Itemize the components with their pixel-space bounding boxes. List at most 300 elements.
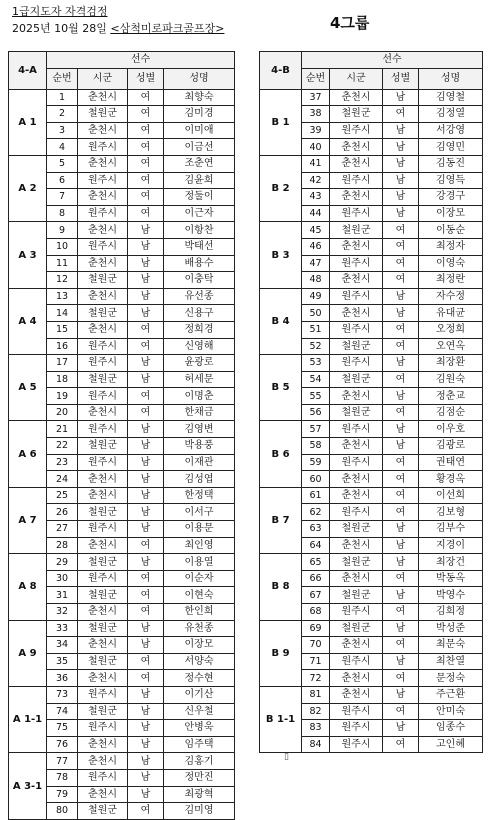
- player-gender: 남: [383, 122, 419, 139]
- player-city: 철원군: [78, 620, 128, 637]
- player-name: 김보형: [419, 504, 483, 521]
- player-name: 서양숙: [164, 653, 235, 670]
- player-number: 84: [302, 736, 330, 753]
- player-name: 정만진: [164, 769, 235, 786]
- player-number: 9: [47, 222, 78, 239]
- header-row-top: [9, 52, 235, 69]
- player-gender: 여: [128, 537, 164, 554]
- player-city: 원주시: [78, 388, 128, 405]
- player-number: 16: [47, 338, 78, 355]
- player-gender: 남: [128, 471, 164, 488]
- player-gender: 남: [128, 736, 164, 753]
- player-number: 38: [302, 106, 330, 123]
- player-city: 춘천시: [78, 255, 128, 272]
- player-gender: 여: [383, 703, 419, 720]
- player-number: 71: [302, 653, 330, 670]
- player-number: 36: [47, 670, 78, 687]
- player-name: 배용수: [164, 255, 235, 272]
- player-name: 김영철: [419, 89, 483, 106]
- player-city: 춘천시: [330, 272, 383, 289]
- player-city: 철원군: [78, 371, 128, 388]
- player-name: 안병욱: [164, 720, 235, 737]
- player-city: 철원군: [330, 404, 383, 421]
- player-city: 철원군: [330, 554, 383, 571]
- player-city: 춘천시: [330, 305, 383, 322]
- section-label: B 3: [260, 222, 302, 288]
- player-number: 11: [47, 255, 78, 272]
- player-name: 이금선: [164, 139, 235, 156]
- player-name: 이현숙: [164, 587, 235, 604]
- player-number: 39: [302, 122, 330, 139]
- player-name: 정둘이: [164, 189, 235, 206]
- section-label: A 7: [9, 487, 47, 553]
- player-gender: 남: [128, 620, 164, 637]
- player-number: 63: [302, 521, 330, 538]
- player-name: 이동순: [419, 222, 483, 239]
- player-name: 최인영: [164, 537, 235, 554]
- player-gender: 남: [383, 288, 419, 305]
- player-city: 원주시: [78, 355, 128, 372]
- player-name: 신용구: [164, 305, 235, 322]
- player-name: 김영변: [164, 421, 235, 438]
- player-city: 철원군: [78, 653, 128, 670]
- section-label: B 1-1: [260, 686, 302, 752]
- player-number: 76: [47, 736, 78, 753]
- column-header-name: 성명: [419, 68, 483, 89]
- player-gender: 남: [383, 521, 419, 538]
- player-name: 주근환: [419, 686, 483, 703]
- player-gender: 여: [128, 106, 164, 123]
- table-row: [9, 222, 235, 239]
- player-name: 이장모: [164, 637, 235, 654]
- player-number: 66: [302, 570, 330, 587]
- player-number: 24: [47, 471, 78, 488]
- player-name: 박용풍: [164, 438, 235, 455]
- player-city: 춘천시: [78, 89, 128, 106]
- table-row: [260, 222, 483, 239]
- player-name: 유선종: [164, 288, 235, 305]
- player-gender: 여: [383, 604, 419, 621]
- table-row: [9, 753, 235, 770]
- document-date-line: [12, 20, 224, 36]
- player-name: 최광혁: [164, 786, 235, 803]
- player-gender: 남: [128, 371, 164, 388]
- player-name: 김미경: [164, 106, 235, 123]
- player-gender: 여: [383, 404, 419, 421]
- player-gender: 남: [128, 720, 164, 737]
- section-label: A 1: [9, 89, 47, 155]
- player-gender: 여: [383, 454, 419, 471]
- player-name: 임주택: [164, 736, 235, 753]
- player-number: 21: [47, 421, 78, 438]
- player-gender: 여: [383, 471, 419, 488]
- section-label: A 1-1: [9, 686, 47, 752]
- player-city: 원주시: [78, 769, 128, 786]
- player-city: 철원군: [78, 106, 128, 123]
- player-city: 춘천시: [78, 786, 128, 803]
- player-name: 권태연: [419, 454, 483, 471]
- player-name: 김영득: [419, 172, 483, 189]
- player-number: 69: [302, 620, 330, 637]
- player-name: 한인희: [164, 604, 235, 621]
- player-number: 77: [47, 753, 78, 770]
- player-gender: 남: [128, 703, 164, 720]
- player-gender: 남: [128, 686, 164, 703]
- player-gender: 여: [128, 338, 164, 355]
- player-gender: 여: [383, 321, 419, 338]
- player-number: 80: [47, 803, 78, 820]
- player-gender: 여: [128, 803, 164, 820]
- player-gender: 남: [383, 189, 419, 206]
- table-row: [9, 89, 235, 106]
- player-gender: 여: [128, 189, 164, 206]
- player-name: 황경옥: [419, 471, 483, 488]
- player-gender: 남: [383, 720, 419, 737]
- players-header: 선수: [302, 52, 483, 69]
- player-number: 58: [302, 438, 330, 455]
- player-gender: 남: [128, 305, 164, 322]
- player-number: 22: [47, 438, 78, 455]
- player-number: 72: [302, 670, 330, 687]
- player-number: 46: [302, 238, 330, 255]
- player-number: 54: [302, 371, 330, 388]
- player-number: 25: [47, 487, 78, 504]
- player-name: 이순자: [164, 570, 235, 587]
- roster-body-4b: [260, 89, 483, 753]
- section-label: A 9: [9, 620, 47, 686]
- player-number: 34: [47, 637, 78, 654]
- player-gender: 여: [383, 272, 419, 289]
- player-city: 춘천시: [78, 637, 128, 654]
- player-number: 73: [47, 686, 78, 703]
- player-name: 이항찬: [164, 222, 235, 239]
- player-number: 35: [47, 653, 78, 670]
- player-gender: 남: [128, 753, 164, 770]
- section-label: B 1: [260, 89, 302, 155]
- player-number: 47: [302, 255, 330, 272]
- player-city: 원주시: [78, 139, 128, 156]
- player-number: 81: [302, 686, 330, 703]
- player-number: 67: [302, 587, 330, 604]
- table-row: [260, 89, 483, 106]
- player-gender: 남: [128, 222, 164, 239]
- player-name: 정춘교: [419, 388, 483, 405]
- player-number: 62: [302, 504, 330, 521]
- player-number: 14: [47, 305, 78, 322]
- player-city: 춘천시: [78, 288, 128, 305]
- player-city: 춘천시: [330, 155, 383, 172]
- player-gender: 남: [383, 686, 419, 703]
- table-row: [260, 355, 483, 372]
- roster-body-4a: [9, 89, 235, 819]
- player-city: 춘천시: [78, 487, 128, 504]
- player-name: 정수현: [164, 670, 235, 687]
- player-number: 51: [302, 321, 330, 338]
- player-name: 오연옥: [419, 338, 483, 355]
- player-city: 철원군: [78, 272, 128, 289]
- player-number: 64: [302, 537, 330, 554]
- player-city: 춘천시: [78, 736, 128, 753]
- player-name: 김영민: [419, 139, 483, 156]
- player-name: 박성준: [419, 620, 483, 637]
- player-gender: 여: [383, 371, 419, 388]
- player-city: 철원군: [330, 338, 383, 355]
- player-city: 원주시: [78, 205, 128, 222]
- player-gender: 여: [128, 570, 164, 587]
- player-city: 춘천시: [330, 487, 383, 504]
- player-name: 최장건: [419, 554, 483, 571]
- player-name: 이미애: [164, 122, 235, 139]
- player-number: 42: [302, 172, 330, 189]
- player-gender: 남: [383, 172, 419, 189]
- player-gender: 남: [128, 438, 164, 455]
- player-number: 49: [302, 288, 330, 305]
- player-city: 철원군: [78, 703, 128, 720]
- player-city: 춘천시: [78, 537, 128, 554]
- table-row: [260, 487, 483, 504]
- player-gender: 남: [383, 305, 419, 322]
- table-row: [9, 686, 235, 703]
- player-number: 44: [302, 205, 330, 222]
- player-number: 61: [302, 487, 330, 504]
- player-gender: 남: [383, 388, 419, 405]
- player-name: 오정희: [419, 321, 483, 338]
- player-gender: 남: [383, 421, 419, 438]
- player-gender: 여: [128, 321, 164, 338]
- player-number: 3: [47, 122, 78, 139]
- player-number: 10: [47, 238, 78, 255]
- player-gender: 여: [383, 238, 419, 255]
- player-number: 17: [47, 355, 78, 372]
- player-gender: 남: [128, 288, 164, 305]
- player-city: 철원군: [330, 106, 383, 123]
- player-name: 이기산: [164, 686, 235, 703]
- player-city: 춘천시: [78, 189, 128, 206]
- player-gender: 남: [128, 255, 164, 272]
- player-city: 원주시: [78, 338, 128, 355]
- section-label: B 8: [260, 554, 302, 620]
- player-name: 김부수: [419, 521, 483, 538]
- player-name: 유천종: [164, 620, 235, 637]
- player-number: 18: [47, 371, 78, 388]
- player-name: 조춘연: [164, 155, 235, 172]
- player-city: 춘천시: [330, 388, 383, 405]
- player-name: 고인혜: [419, 736, 483, 753]
- player-city: 철원군: [78, 554, 128, 571]
- section-label: B 4: [260, 288, 302, 354]
- players-header: 선수: [47, 52, 235, 69]
- section-label: B 5: [260, 355, 302, 421]
- player-city: 춘천시: [330, 537, 383, 554]
- header-row-top: [260, 52, 483, 69]
- player-gender: 여: [383, 106, 419, 123]
- player-gender: 여: [128, 205, 164, 222]
- player-gender: 여: [383, 670, 419, 687]
- player-number: 57: [302, 421, 330, 438]
- player-city: 원주시: [330, 736, 383, 753]
- document-title: 1급지도자 자격검정: [12, 5, 108, 18]
- column-header-city: 시군: [78, 68, 128, 89]
- player-name: 이용열: [164, 554, 235, 571]
- section-label: A 4: [9, 288, 47, 354]
- player-number: 56: [302, 404, 330, 421]
- player-city: 춘천시: [330, 570, 383, 587]
- player-gender: 남: [383, 139, 419, 156]
- player-number: 79: [47, 786, 78, 803]
- player-city: 춘천시: [78, 155, 128, 172]
- player-gender: 남: [128, 786, 164, 803]
- player-gender: 남: [128, 272, 164, 289]
- player-city: 춘천시: [78, 122, 128, 139]
- player-name: 김점순: [419, 404, 483, 421]
- player-name: 김홍기: [164, 753, 235, 770]
- group-corner-label: 4-B: [260, 52, 302, 90]
- player-city: 철원군: [330, 371, 383, 388]
- player-gender: 여: [383, 338, 419, 355]
- player-name: 이근자: [164, 205, 235, 222]
- player-city: 춘천시: [78, 404, 128, 421]
- player-number: 50: [302, 305, 330, 322]
- player-name: 문정숙: [419, 670, 483, 687]
- player-number: 4: [47, 139, 78, 156]
- player-name: 박영수: [419, 587, 483, 604]
- player-gender: 여: [383, 637, 419, 654]
- player-number: 2: [47, 106, 78, 123]
- player-name: 한채금: [164, 404, 235, 421]
- player-city: 철원군: [78, 803, 128, 820]
- table-row: [9, 355, 235, 372]
- player-gender: 남: [383, 620, 419, 637]
- player-number: 31: [47, 587, 78, 604]
- player-gender: 남: [383, 355, 419, 372]
- player-number: 29: [47, 554, 78, 571]
- player-city: 춘천시: [330, 189, 383, 206]
- player-city: 철원군: [78, 587, 128, 604]
- player-gender: 여: [383, 504, 419, 521]
- player-city: 원주시: [330, 653, 383, 670]
- player-name: 허세문: [164, 371, 235, 388]
- player-city: 철원군: [330, 587, 383, 604]
- player-gender: 남: [383, 89, 419, 106]
- player-gender: 여: [128, 404, 164, 421]
- player-city: 원주시: [330, 355, 383, 372]
- player-number: 28: [47, 537, 78, 554]
- section-label: A 3: [9, 222, 47, 288]
- table-row: [9, 288, 235, 305]
- player-number: 37: [302, 89, 330, 106]
- table-row: [9, 487, 235, 504]
- player-name: 김광로: [419, 438, 483, 455]
- player-name: 김원숙: [419, 371, 483, 388]
- player-name: 이우호: [419, 421, 483, 438]
- column-header-num: 순번: [302, 68, 330, 89]
- cursor-mark: ▯: [284, 752, 289, 762]
- player-name: 김성엽: [164, 471, 235, 488]
- player-city: 원주시: [330, 604, 383, 621]
- player-name: 이영숙: [419, 255, 483, 272]
- player-city: 원주시: [78, 172, 128, 189]
- player-city: 철원군: [330, 521, 383, 538]
- player-number: 32: [47, 604, 78, 621]
- player-gender: 남: [128, 769, 164, 786]
- player-gender: 여: [128, 172, 164, 189]
- table-row: [260, 686, 483, 703]
- player-name: 이서구: [164, 504, 235, 521]
- player-city: 철원군: [78, 438, 128, 455]
- player-number: 5: [47, 155, 78, 172]
- player-city: 원주시: [78, 686, 128, 703]
- player-number: 65: [302, 554, 330, 571]
- player-gender: 남: [128, 521, 164, 538]
- player-name: 서강영: [419, 122, 483, 139]
- player-name: 최정란: [419, 272, 483, 289]
- player-city: 춘천시: [78, 321, 128, 338]
- player-gender: 남: [128, 355, 164, 372]
- player-city: 원주시: [330, 205, 383, 222]
- player-city: 춘천시: [78, 222, 128, 239]
- player-city: 철원군: [78, 504, 128, 521]
- player-number: 78: [47, 769, 78, 786]
- player-gender: 여: [128, 139, 164, 156]
- player-name: 박동옥: [419, 570, 483, 587]
- player-name: 강경구: [419, 189, 483, 206]
- player-number: 55: [302, 388, 330, 405]
- player-gender: 여: [383, 736, 419, 753]
- player-gender: 여: [128, 587, 164, 604]
- player-number: 12: [47, 272, 78, 289]
- player-number: 26: [47, 504, 78, 521]
- section-label: A 2: [9, 155, 47, 221]
- table-row: [260, 288, 483, 305]
- player-name: 자수정: [419, 288, 483, 305]
- group-title: 4그룹: [330, 14, 370, 32]
- section-label: A 6: [9, 421, 47, 487]
- player-city: 춘천시: [330, 438, 383, 455]
- player-gender: 남: [383, 205, 419, 222]
- player-name: 김윤희: [164, 172, 235, 189]
- player-gender: 남: [128, 238, 164, 255]
- player-gender: 여: [128, 604, 164, 621]
- player-name: 김정열: [419, 106, 483, 123]
- player-city: 원주시: [330, 122, 383, 139]
- player-name: 김미영: [164, 803, 235, 820]
- player-name: 최장환: [419, 355, 483, 372]
- player-city: 춘천시: [78, 604, 128, 621]
- player-number: 68: [302, 604, 330, 621]
- player-gender: 남: [383, 438, 419, 455]
- player-name: 신우철: [164, 703, 235, 720]
- player-number: 23: [47, 454, 78, 471]
- player-gender: 남: [128, 454, 164, 471]
- player-number: 52: [302, 338, 330, 355]
- player-number: 74: [47, 703, 78, 720]
- event-date: 2025년 10월 28일: [12, 22, 107, 35]
- player-city: 원주시: [78, 421, 128, 438]
- player-city: 철원군: [330, 620, 383, 637]
- player-number: 48: [302, 272, 330, 289]
- player-city: 원주시: [78, 570, 128, 587]
- player-name: 김동진: [419, 155, 483, 172]
- column-header-num: 순번: [47, 68, 78, 89]
- column-header-city: 시군: [330, 68, 383, 89]
- player-number: 53: [302, 355, 330, 372]
- player-number: 7: [47, 189, 78, 206]
- player-number: 30: [47, 570, 78, 587]
- section-label: A 3-1: [9, 753, 47, 819]
- table-row: [260, 620, 483, 637]
- player-name: 한정택: [164, 487, 235, 504]
- player-number: 40: [302, 139, 330, 156]
